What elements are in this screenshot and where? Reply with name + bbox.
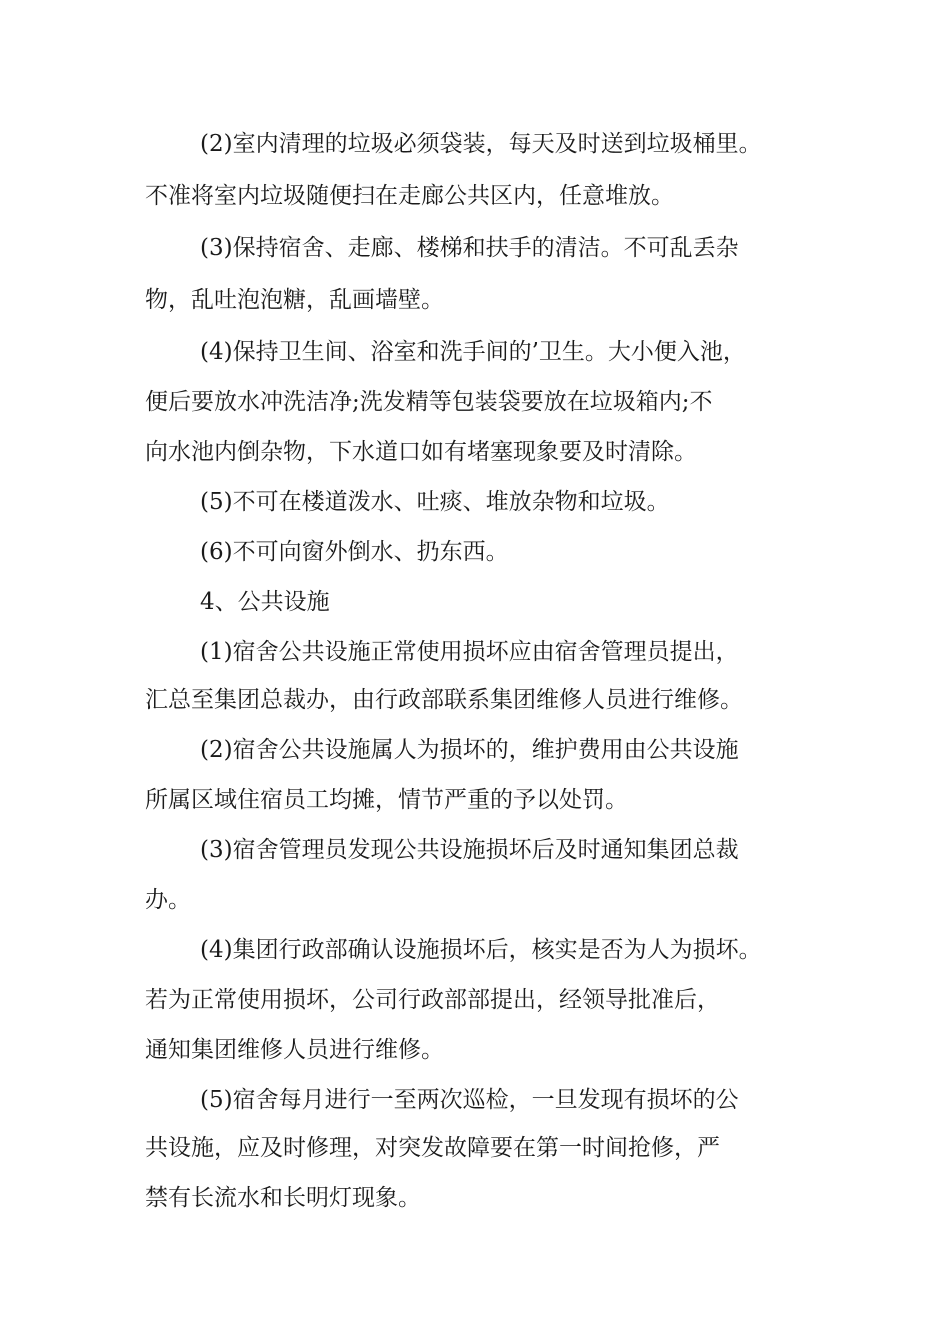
- paragraph-line: (5)宿舍每月进行一至两次巡检，一旦发现有损坏的公: [200, 1087, 739, 1113]
- paragraph-line: (3)宿舍管理员发现公共设施损坏后及时通知集团总裁: [200, 837, 739, 863]
- paragraph-line: 向水池内倒杂物，下水道口如有堵塞现象要及时清除。: [145, 439, 697, 465]
- paragraph-line: 不准将室内垃圾随便扫在走廊公共区内，任意堆放。: [145, 183, 674, 209]
- paragraph-line: 共设施，应及时修理，对突发故障要在第一时间抢修，严: [145, 1135, 720, 1161]
- paragraph-line: (3)保持宿舍、走廊、楼梯和扶手的清洁。不可乱丢杂: [200, 235, 739, 261]
- paragraph-line: 便后要放水冲洗洁净;洗发精等包装袋要放在垃圾箱内;不: [145, 389, 713, 415]
- paragraph-line: 办。: [145, 887, 191, 913]
- paragraph-line: (2)室内清理的垃圾必须袋装，每天及时送到垃圾桶里。: [200, 131, 762, 157]
- section-heading: 4、公共设施: [200, 589, 330, 615]
- paragraph-line: 物，乱吐泡泡糖，乱画墙壁。: [145, 287, 444, 313]
- paragraph-line: (4)保持卫生间、浴室和洗手间的’卫生。大小便入池，: [200, 339, 746, 365]
- paragraph-line: (1)宿舍公共设施正常使用损坏应由宿舍管理员提出，: [200, 639, 739, 665]
- paragraph-line: 若为正常使用损坏，公司行政部部提出，经领导批准后，: [145, 987, 720, 1013]
- paragraph-line: 所属区域住宿员工均摊，情节严重的予以处罚。: [145, 787, 628, 813]
- paragraph-line: (2)宿舍公共设施属人为损坏的，维护费用由公共设施: [200, 737, 739, 763]
- paragraph-line: 通知集团维修人员进行维修。: [145, 1037, 444, 1063]
- paragraph-line: 禁有长流水和长明灯现象。: [145, 1185, 421, 1211]
- paragraph-line: (4)集团行政部确认设施损坏后，核实是否为人为损坏。: [200, 937, 762, 963]
- paragraph-line: (5)不可在楼道泼水、吐痰、堆放杂物和垃圾。: [200, 489, 670, 515]
- paragraph-line: 汇总至集团总裁办，由行政部联系集团维修人员进行维修。: [145, 687, 743, 713]
- paragraph-line: (6)不可向窗外倒水、扔东西。: [200, 539, 509, 565]
